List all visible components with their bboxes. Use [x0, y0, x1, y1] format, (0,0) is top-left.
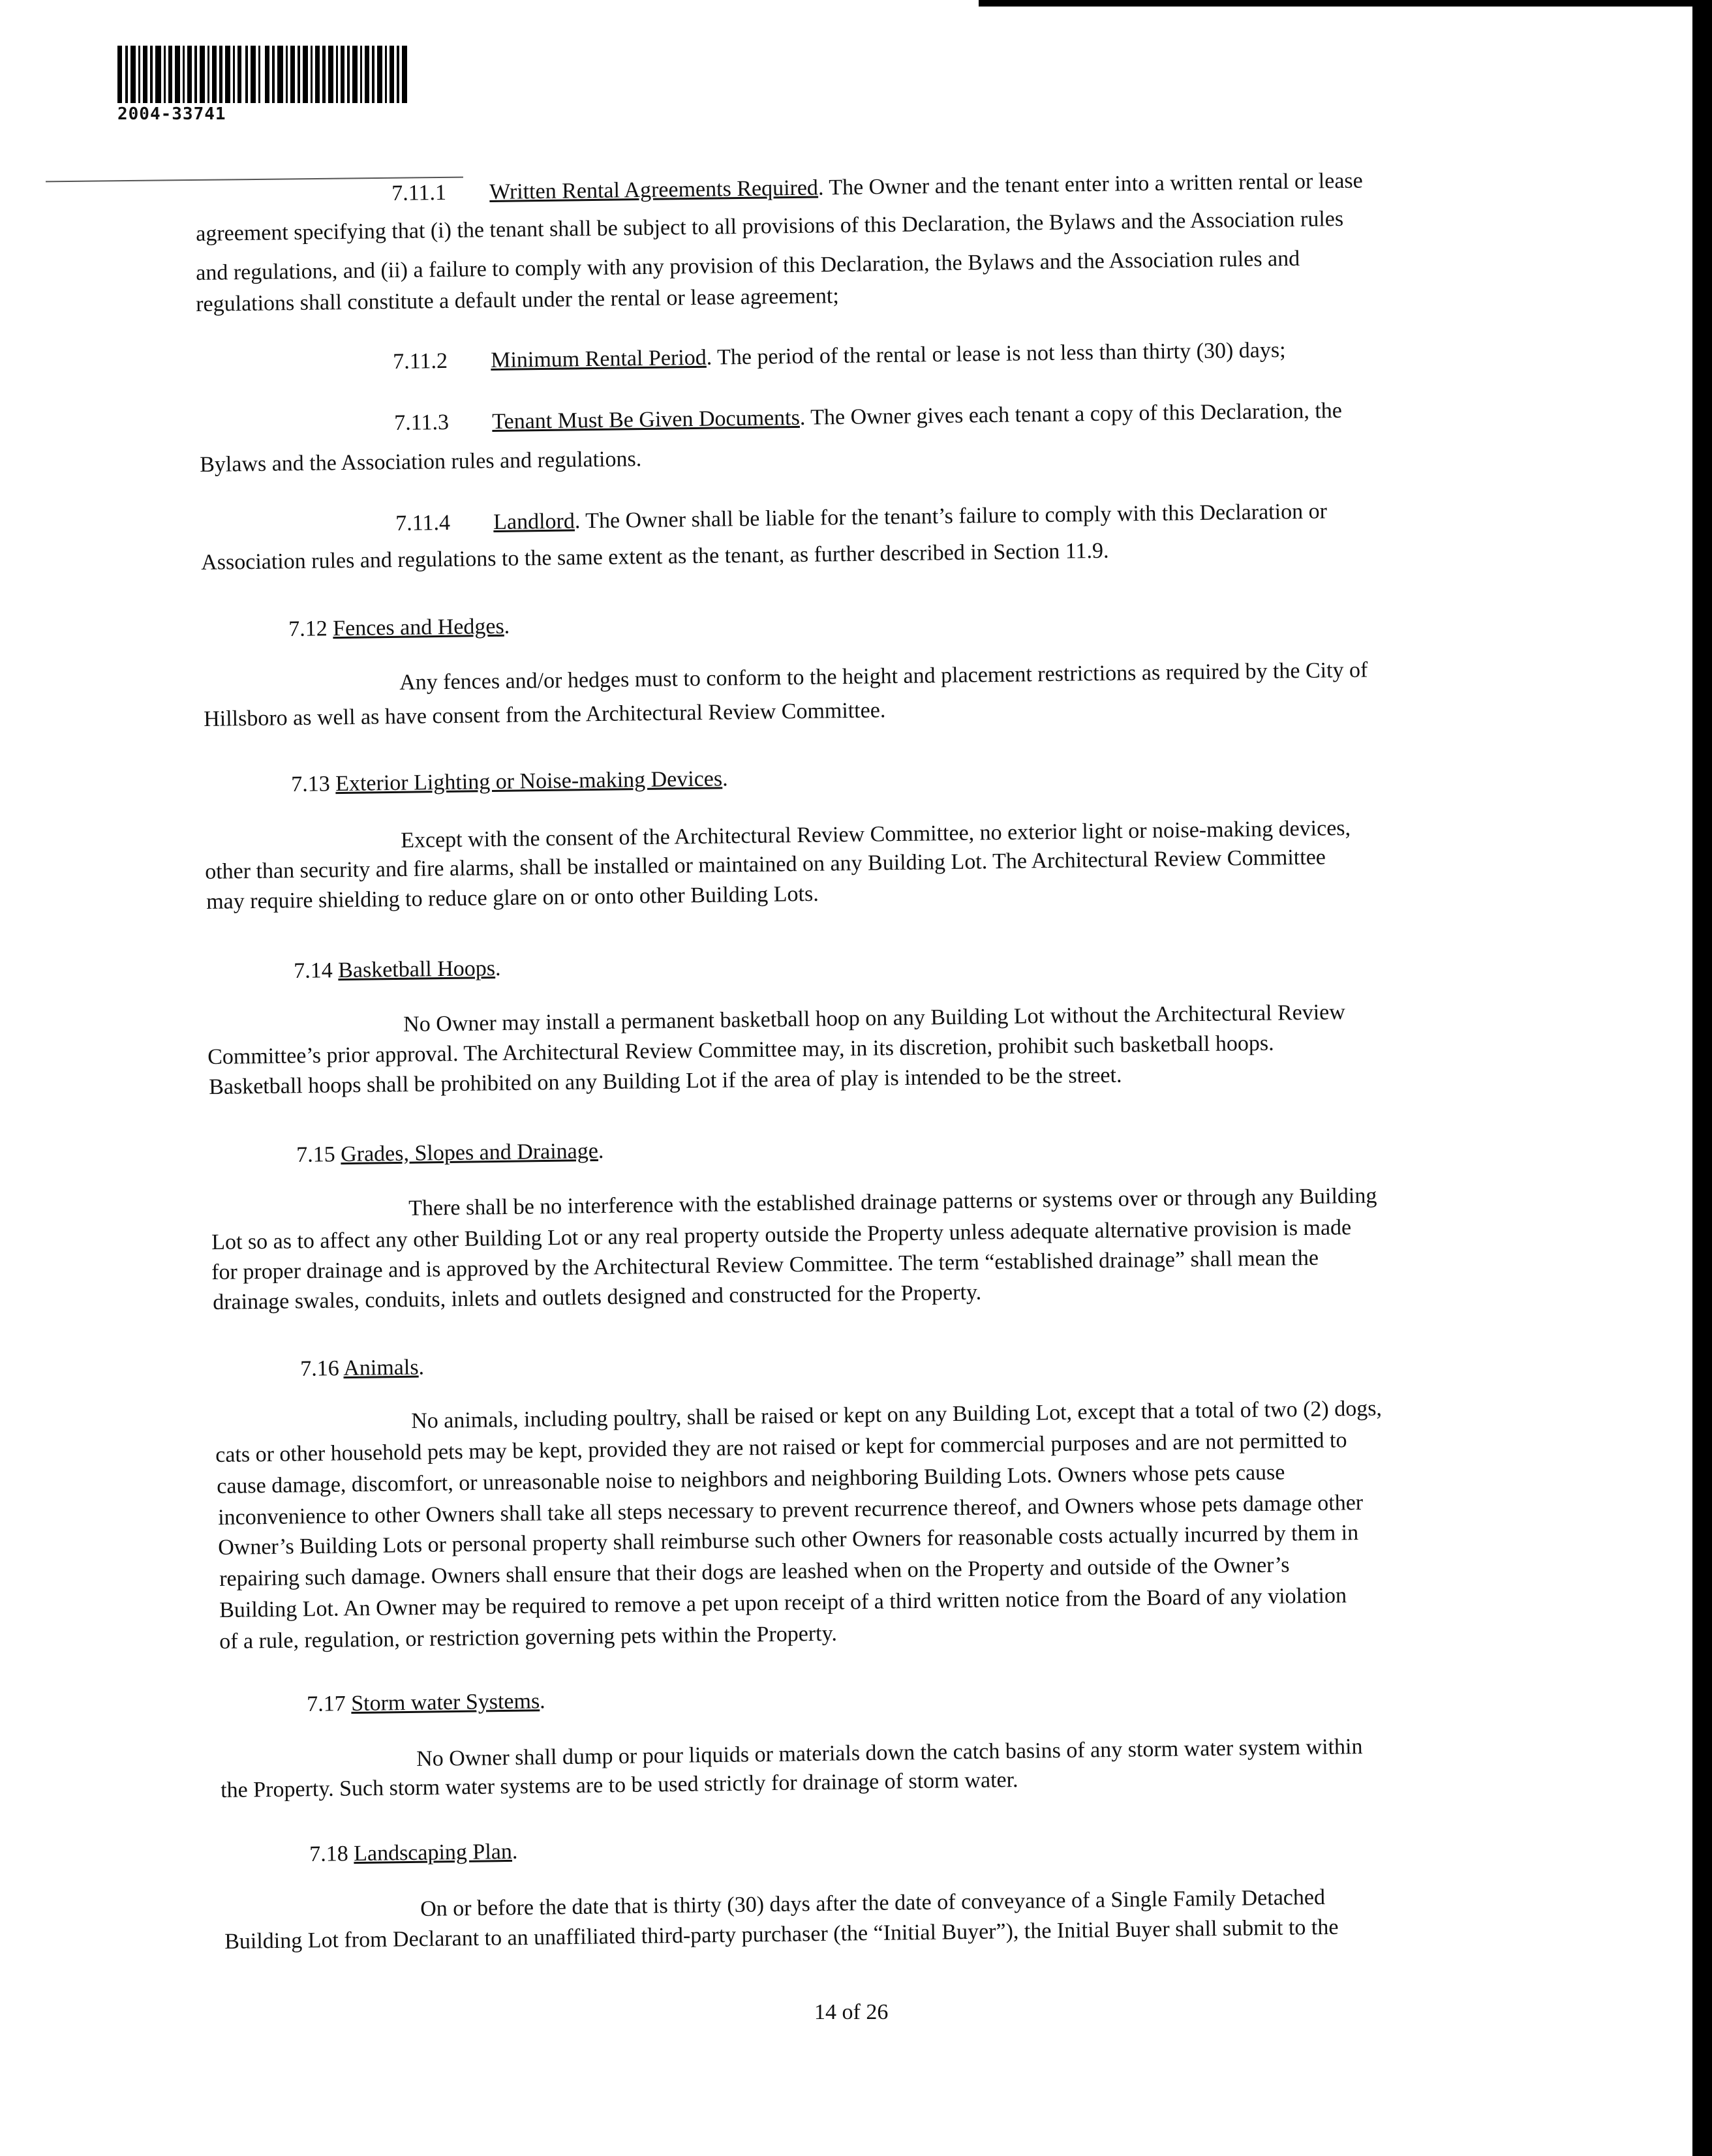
section-number: 7.11.1: [391, 180, 447, 205]
section-heading: Basketball Hoops: [337, 956, 496, 983]
paragraph-line: Committee’s prior approval. The Architectural Review Committee may, in its discretion, prohibit such basketball hoops.: [207, 1031, 1274, 1069]
section-heading: Written Rental Agreements Required: [489, 175, 819, 205]
scan-edge-top: [979, 0, 1712, 7]
section-7-15-heading: 7.15 Grades, Slopes and Drainage.: [296, 1138, 604, 1167]
recording-number: 2004-33741: [117, 104, 226, 124]
section-7-18-heading: 7.18 Landscaping Plan.: [309, 1839, 518, 1866]
paragraph-line: the Property. Such storm water systems are to be used strictly for drainage of storm water.: [220, 1767, 1018, 1802]
page-number: 14 of 26: [814, 2000, 889, 2024]
paragraph-line: for proper drainage and is approved by the Architectural Review Committee. The term “established drainage” shall mean the: [211, 1245, 1319, 1284]
paragraph-line: agreement specifying that (i) the tenant shall be subject to all provisions of this Declaration, the Bylaws and the Association rules: [195, 206, 1344, 246]
scan-edge-right: [1692, 0, 1712, 2156]
paragraph-line: may require shielding to reduce glare on or onto other Building Lots.: [206, 881, 819, 914]
barcode-image: [117, 46, 411, 103]
paragraph-line: Bylaws and the Association rules and regulations.: [199, 447, 642, 477]
section-heading: Minimum Rental Period: [490, 345, 707, 373]
section-number: 7.14: [293, 958, 333, 983]
section-7-11-2-line-1: 7.11.2 Minimum Rental Period. The period of the rental or lease is not less than thirty (30) days;: [392, 338, 1286, 374]
paragraph-line: drainage swales, conduits, inlets and outlets designed and constructed for the Property.: [212, 1280, 982, 1314]
section-number: 7.12: [288, 616, 328, 641]
section-number: 7.17: [306, 1692, 346, 1716]
section-heading: Storm water Systems: [350, 1689, 540, 1716]
paragraph-line: Lot so as to affect any other Building Lot or any real property outside the Property unless adequate alternative provision is made: [211, 1215, 1352, 1254]
section-number: 7.16: [299, 1356, 339, 1381]
paragraph-line: Building Lot from Declarant to an unaffiliated third-party purchaser (the “Initial Buyer”), the Initial Buyer shall submit to the: [224, 1915, 1339, 1954]
section-7-14-heading: 7.14 Basketball Hoops.: [293, 956, 501, 983]
paragraph-line: Owner’s Building Lots or personal property shall reimburse such other Owners for reasonable costs actually incurred by them in: [217, 1521, 1359, 1560]
paragraph-line: Building Lot. An Owner may be required to remove a pet upon receipt of a third written notice from the Board of any violation: [219, 1583, 1347, 1622]
paragraph-line: cause damage, discomfort, or unreasonable noise to neighbors and neighboring Building Lots. Owners whose pets cause: [216, 1460, 1285, 1498]
paragraph-line: No Owner may install a permanent basketball hoop on any Building Lot without the Architectural Review: [403, 1000, 1346, 1037]
paragraph-line: regulations shall constitute a default under the rental or lease agreement;: [195, 284, 839, 316]
section-heading: Landlord: [493, 509, 575, 535]
section-number: 7.11.4: [395, 510, 451, 536]
paragraph-line: cats or other household pets may be kept, provided they are not raised or kept for commercial purposes and are not permitted to: [215, 1428, 1347, 1467]
section-number: 7.11.3: [393, 410, 450, 435]
paragraph-line: Association rules and regulations to the same extent as the tenant, as further described in Section 11.9.: [200, 538, 1109, 575]
section-heading: Exterior Lighting or Noise-making Devices: [335, 767, 723, 797]
section-heading: Tenant Must Be Given Documents: [491, 405, 801, 434]
paragraph-line: repairing such damage. Owners shall ensure that their dogs are leashed when on the Property and outside of the Owner’s: [219, 1553, 1290, 1591]
section-7-11-3-line-1: 7.11.3 Tenant Must Be Given Documents. The Owner gives each tenant a copy of this Declaration, the: [393, 398, 1343, 435]
paragraph-line: No Owner shall dump or pour liquids or materials down the catch basins of any storm water system within: [416, 1735, 1363, 1771]
section-heading: Animals: [343, 1355, 419, 1381]
paragraph-line: of a rule, regulation, or restriction governing pets within the Property.: [219, 1621, 838, 1654]
section-heading: Fences and Hedges: [332, 614, 504, 641]
paragraph-line: inconvenience to other Owners shall take all steps necessary to prevent recurrence thereof, and Owners whose pets damage other: [217, 1491, 1364, 1530]
section-number: 7.15: [296, 1142, 335, 1167]
section-number: 7.11.2: [392, 348, 448, 374]
paragraph-line: and regulations, and (ii) a failure to comply with any provision of this Declaration, the Bylaws and the Association rules and: [195, 246, 1300, 285]
paragraph-line: Except with the consent of the Architectural Review Committee, no exterior light or noise-making devices,: [400, 815, 1351, 853]
paragraph-line: On or before the date that is thirty (30) days after the date of conveyance of a Single Family Detached: [420, 1885, 1326, 1921]
section-7-16-heading: 7.16 Animals.: [299, 1355, 425, 1381]
section-7-17-heading: 7.17 Storm water Systems.: [306, 1689, 545, 1716]
paragraph-line: There shall be no interference with the established drainage patterns or systems over or through any Building: [408, 1183, 1377, 1221]
section-heading: Grades, Slopes and Drainage: [340, 1138, 599, 1167]
section-number: 7.13: [290, 772, 330, 797]
paragraph-line: Basketball hoops shall be prohibited on any Building Lot if the area of play is intended to be the street.: [208, 1063, 1122, 1099]
section-heading: Landscaping Plan: [353, 1839, 513, 1866]
paragraph-line: No animals, including poultry, shall be raised or kept on any Building Lot, except that a total of two (2) dogs,: [410, 1396, 1383, 1433]
paragraph-line: Any fences and/or hedges must to conform to the height and placement restrictions as required by the City of: [399, 658, 1368, 695]
section-7-12-heading: 7.12 Fences and Hedges.: [288, 614, 510, 641]
section-7-11-4-line-1: 7.11.4 Landlord. The Owner shall be liable for the tenant’s failure to comply with this Declaration or: [395, 499, 1328, 536]
section-number: 7.18: [309, 1842, 348, 1866]
section-7-11-1-line-1: 7.11.1 Written Rental Agreements Required. The Owner and the tenant enter into a written rental or lease: [391, 168, 1363, 205]
section-7-13-heading: 7.13 Exterior Lighting or Noise-making Devices.: [290, 767, 728, 797]
paragraph-line: Hillsboro as well as have consent from the Architectural Review Committee.: [203, 698, 886, 731]
paragraph-line: other than security and fire alarms, shall be installed or maintained on any Building Lot. The Architectural Review Committee: [204, 845, 1326, 884]
